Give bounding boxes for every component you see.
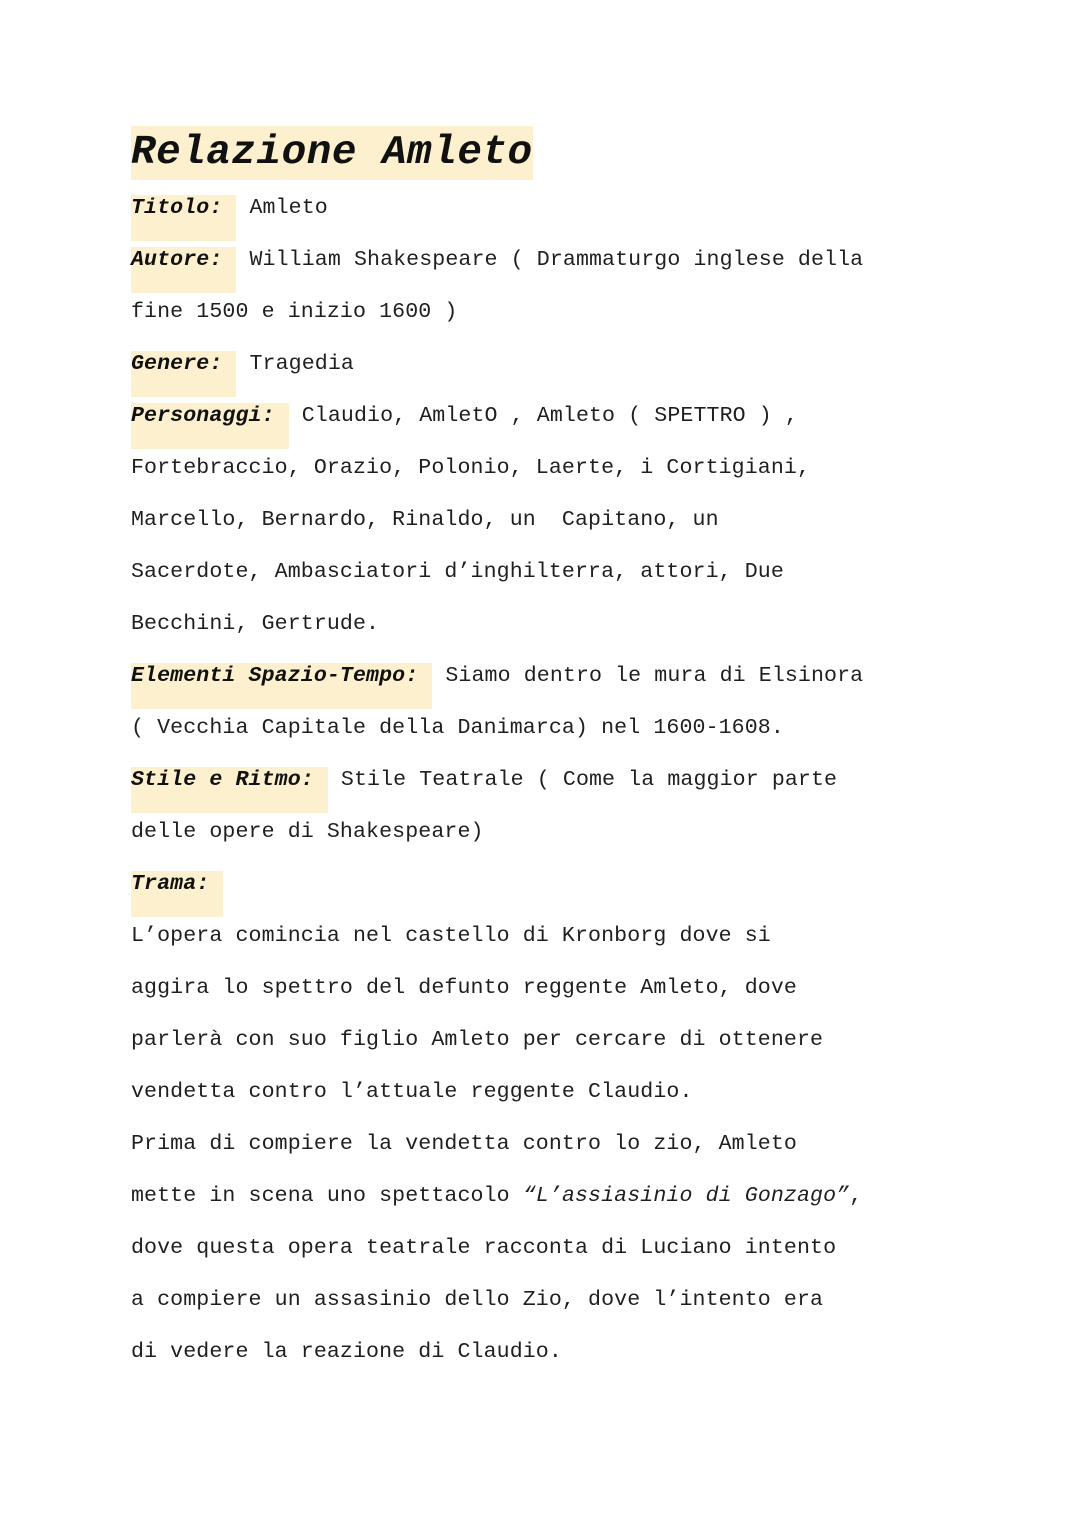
label-titolo: Titolo:	[131, 195, 236, 241]
value-spazio-tempo-line-1: Siamo dentro le mura di Elsinora	[445, 664, 864, 688]
field-autore-cont	[131, 286, 961, 338]
field-genere	[131, 338, 961, 390]
value-genere: Tragedia	[249, 352, 354, 376]
text-line: Becchini, Gertrude.	[131, 612, 380, 636]
text-line: a compiere un assasinio dello Zio, dove l’intento era	[131, 1288, 824, 1312]
text-line: di vedere la reazione di Claudio.	[131, 1340, 562, 1364]
label-spazio-tempo: Elementi Spazio-Tempo:	[131, 663, 432, 709]
text-line: vendetta contro l’attuale reggente Claudio.	[131, 1080, 693, 1104]
value-titolo: Amleto	[249, 196, 328, 220]
text-line: dove questa opera teatrale racconta di Luciano intento	[131, 1236, 837, 1260]
text-line: ( Vecchia Capitale della Danimarca) nel 1600-1608.	[131, 716, 784, 740]
document-content	[131, 126, 961, 1378]
label-stile: Stile e Ritmo:	[131, 767, 328, 813]
text-line: L’opera comincia nel castello di Kronborg dove si	[131, 924, 771, 948]
value-stile-line-1: Stile Teatrale ( Come la maggior parte	[340, 768, 838, 792]
text-line: Prima di compiere la vendetta contro lo zio, Amleto	[131, 1132, 797, 1156]
field-stile	[131, 754, 961, 806]
field-autore	[131, 234, 961, 286]
text-line: Sacerdote, Ambasciatori d’inghilterra, attori, Due	[131, 560, 784, 584]
show-line-prefix: mette in scena uno spettacolo	[131, 1184, 523, 1208]
value-autore-line-2: fine 1500 e inizio 1600 )	[131, 300, 458, 324]
text-line: parlerà con suo figlio Amleto per cercare di ottenere	[131, 1028, 824, 1052]
value-autore-line-1: William Shakespeare ( Drammaturgo inglese della	[249, 248, 864, 272]
document-title: Relazione Amleto	[131, 126, 533, 180]
text-line: Marcello, Bernardo, Rinaldo, un Capitano, un	[131, 508, 719, 532]
text-line: delle opere di Shakespeare)	[131, 820, 484, 844]
value-personaggi-line-1: Claudio, AmletO , Amleto ( SPETTRO ) ,	[301, 404, 798, 428]
field-personaggi	[131, 390, 961, 442]
label-personaggi: Personaggi:	[131, 403, 289, 449]
label-trama: Trama:	[131, 871, 223, 917]
show-line-suffix: ,	[849, 1184, 863, 1208]
text-line: aggira lo spettro del defunto reggente Amleto, dove	[131, 976, 797, 1000]
show-title: “L’assiasinio di Gonzago”	[522, 1184, 850, 1208]
field-trama	[131, 858, 961, 910]
field-titolo	[131, 182, 961, 234]
field-spazio-tempo	[131, 650, 961, 702]
label-autore: Autore:	[131, 247, 236, 293]
label-genere: Genere:	[131, 351, 236, 397]
text-line: Fortebraccio, Orazio, Polonio, Laerte, i Cortigiani,	[131, 456, 811, 480]
text-line-with-title	[131, 1170, 961, 1222]
